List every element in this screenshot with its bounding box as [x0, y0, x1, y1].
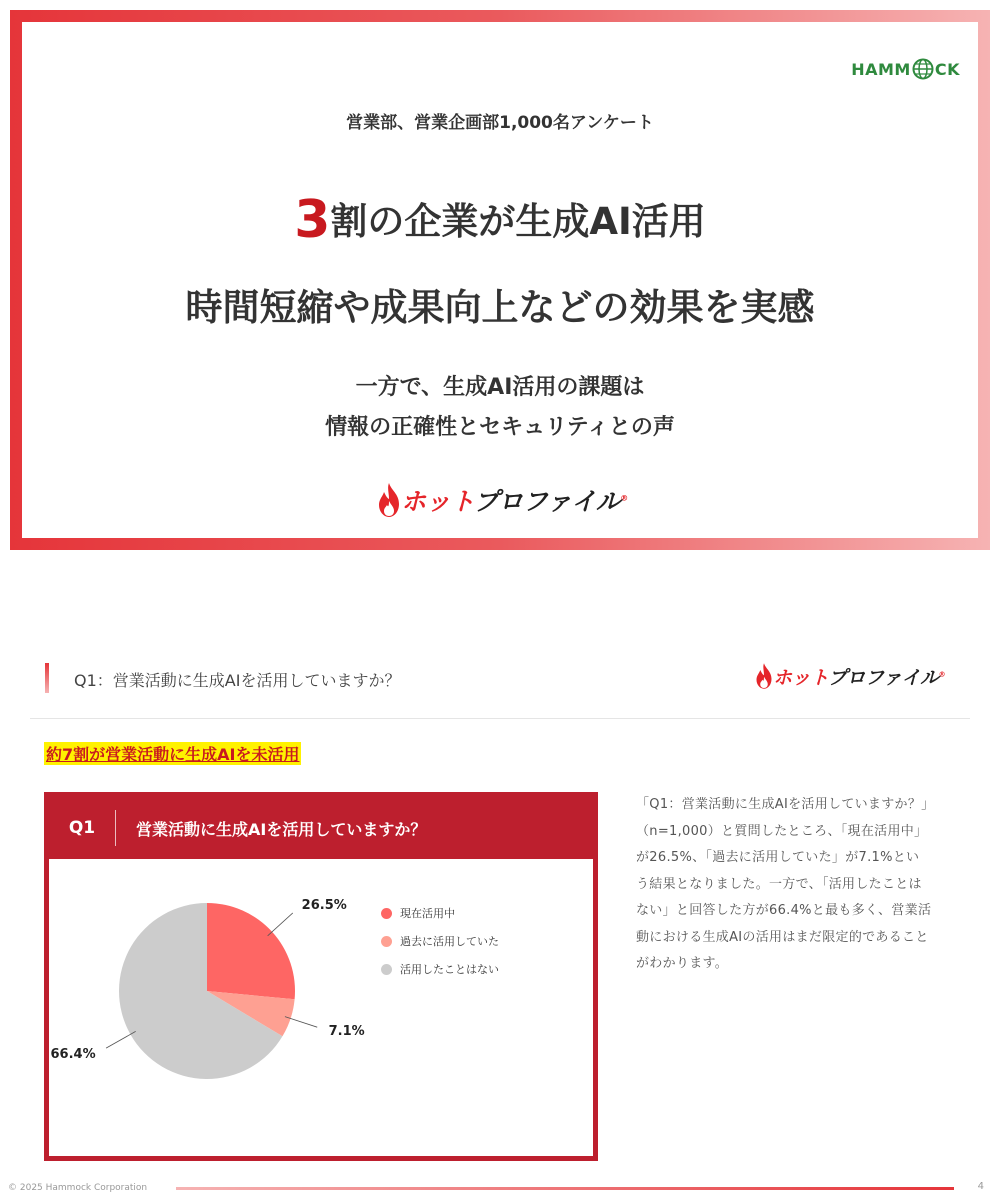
flame-icon — [755, 662, 773, 690]
pie-leader-line-1 — [268, 913, 293, 936]
key-finding-highlight: 約7割が営業活動に生成AIを未活用 — [44, 742, 301, 765]
cover-slide — [10, 10, 990, 550]
q1-slide — [0, 632, 1000, 1201]
hotprofile-logo — [377, 482, 628, 518]
q1-chart-card — [44, 792, 598, 1161]
hammock-logo-text-left: HAMM — [851, 59, 911, 79]
hotprofile-logo-hot: ホット — [773, 666, 828, 689]
pie-leader-line-3 — [106, 1031, 136, 1048]
question-heading: Q1：営業活動に生成AIを活用していますか？ — [74, 671, 401, 690]
hotprofile-logo-rest: プロファイル — [473, 487, 621, 516]
heading-accent-bar — [45, 663, 49, 693]
legend-item — [381, 899, 499, 927]
footer-accent-line — [176, 1187, 954, 1190]
hotprofile-logo-rest: プロファイル — [827, 666, 939, 689]
pie-value-label-1: 26.5% — [301, 897, 347, 913]
registered-mark: ® — [938, 670, 946, 679]
cover-note-line2: 情報の正確性とセキュリティとの声 — [325, 415, 675, 440]
chart-card-header — [49, 797, 593, 859]
page-number: 4 — [977, 1181, 984, 1192]
legend-label: 過去に活用していた — [400, 935, 499, 948]
hotprofile-logo — [755, 662, 945, 690]
pie-value-label-3: 66.4% — [50, 1047, 96, 1063]
footer-copyright: © 2025 Hammock Corporation — [8, 1183, 148, 1193]
legend-label: 現在活用中 — [400, 907, 455, 920]
hotprofile-logo-text — [773, 663, 945, 690]
question-number: Q1 — [68, 818, 96, 838]
pie-value-label-2: 7.1% — [328, 1023, 365, 1039]
chart-card-title: 営業活動に生成AIを活用していますか？ — [136, 819, 427, 839]
pie-slice-1 — [207, 903, 295, 999]
legend-swatch — [381, 908, 392, 919]
legend-item — [381, 955, 499, 983]
cover-title-line1 — [22, 190, 978, 250]
hotprofile-logo-text — [401, 482, 628, 518]
cover-title-line2: 時間短縮や成果向上などの効果を実感 — [185, 286, 815, 329]
chart-legend — [381, 899, 499, 983]
pie-chart — [49, 859, 593, 1156]
header-divider — [30, 718, 970, 719]
survey-subtitle: 営業部、営業企画部1,000名アンケート — [346, 113, 654, 133]
cover-note-line1: 一方で、生成AI活用の課題は — [355, 375, 645, 400]
title-line1-text: 割の企業が生成AI活用 — [330, 200, 706, 243]
result-description: 「Q1：営業活動に生成AIを活用していますか？」（n=1,000）と質問したところ、「現在活用中」が26.5%、「過去に活用していた」が7.1%という結果となりました。一方で、「活用したことはない」と回答した方が66.4%と最も多く、営業活動における生成AIの活用はまだ限定的であることがわかります。 — [636, 797, 932, 971]
globe-icon — [912, 58, 934, 80]
legend-item — [381, 927, 499, 955]
legend-swatch — [381, 964, 392, 975]
legend-label: 活用したことはない — [400, 963, 499, 976]
flame-icon — [377, 482, 401, 518]
hammock-logo — [851, 52, 960, 86]
hotprofile-logo-hot: ホット — [401, 487, 474, 516]
title-highlight-number: 3 — [294, 190, 331, 250]
hammock-logo-text-right: CK — [934, 59, 960, 79]
cover-slide-content — [22, 22, 978, 538]
registered-mark: ® — [620, 493, 628, 503]
legend-swatch — [381, 936, 392, 947]
pie-leader-line-2 — [285, 1017, 317, 1028]
